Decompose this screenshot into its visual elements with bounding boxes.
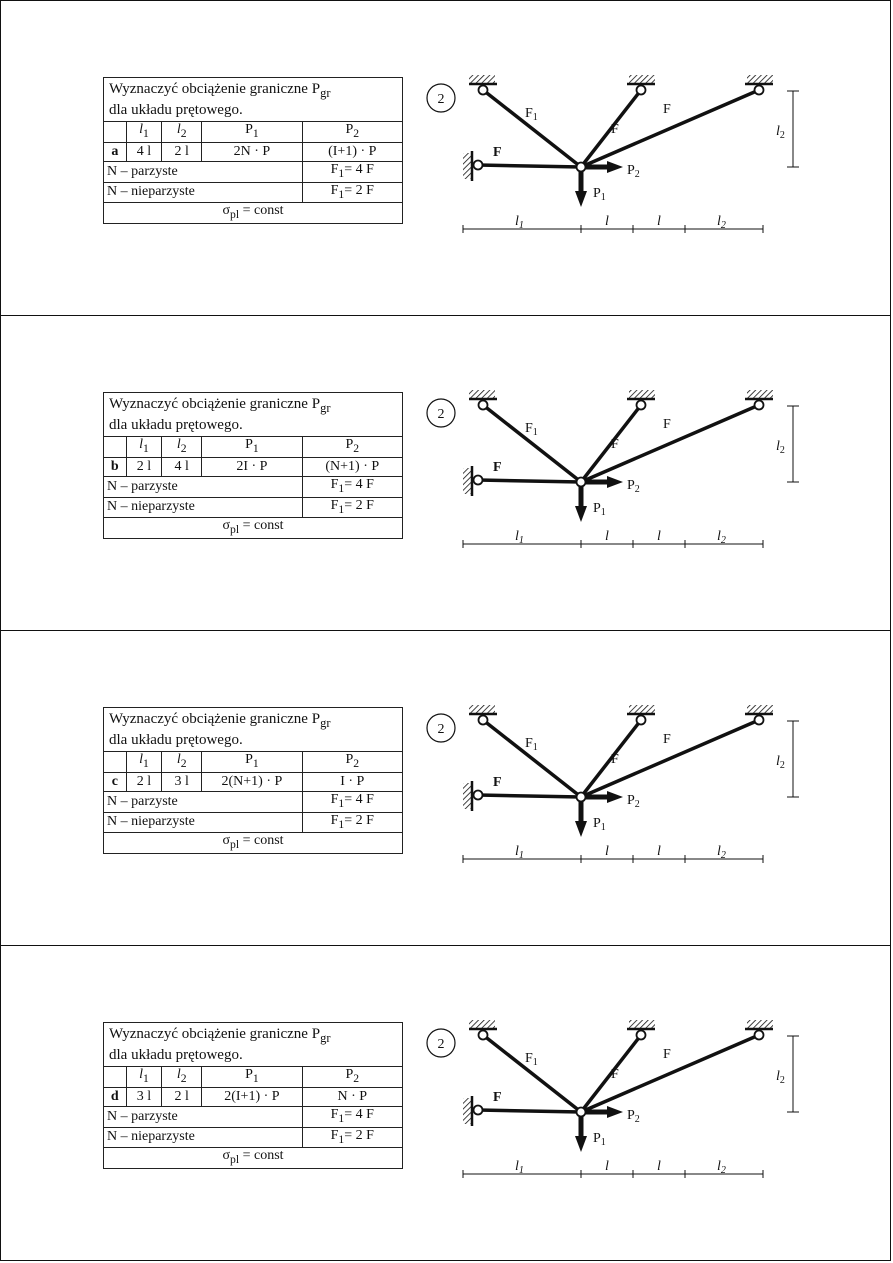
variant-p1: 2N · P [202, 142, 302, 161]
label-dim-l1: $l_1$ [515, 844, 524, 861]
variant-p1: 2(N+1) · P [202, 772, 302, 791]
truss-diagram [437, 73, 803, 243]
support-left-wall [463, 466, 472, 496]
problem-table [103, 1022, 403, 1169]
n-even-f1: $F_1= 4$ F [302, 161, 402, 182]
problem-title-sub: gr [320, 1031, 331, 1045]
label-dim-l2-vertical: $l_2$ [776, 1069, 785, 1086]
sigma-cell: $\sigma_{pl}$ = const [104, 203, 403, 224]
truss-diagram [437, 1018, 803, 1188]
joint-top-right [755, 716, 764, 725]
bar-f-horizontal [478, 480, 581, 482]
joint-left [474, 161, 483, 170]
support-left-wall [463, 781, 472, 811]
figure-number-badge [427, 84, 455, 112]
sigma-row [104, 833, 403, 854]
joint-top-right [755, 86, 764, 95]
support-left-wall [463, 1096, 472, 1126]
label-dim-l2: $l_2$ [717, 844, 726, 861]
joint-top-middle [637, 716, 646, 725]
joint-left [474, 476, 483, 485]
label-bar-f1: $F_1$ [525, 421, 538, 438]
label-dim-l-second: l [657, 214, 661, 229]
variant-l2: 2 l [162, 142, 202, 161]
variant-p2: (I+1) · P [302, 142, 402, 161]
sigma-row [104, 518, 403, 539]
label-load-p1: $P_1$ [593, 501, 606, 518]
load-p1-arrow [575, 486, 587, 522]
label-dim-l-first: l [605, 1159, 609, 1174]
label-dim-l2: $l_2$ [717, 1159, 726, 1176]
label-load-p1: $P_1$ [593, 186, 606, 203]
label-dim-l1: $l_1$ [515, 529, 524, 546]
label-bar-f1: $F_1$ [525, 106, 538, 123]
n-odd-f1: $F_1= 2$ F [302, 1127, 402, 1148]
support-top-left [469, 705, 497, 714]
joint-center [577, 163, 586, 172]
bar-f-horizontal [478, 795, 581, 797]
n-even-row [104, 161, 403, 182]
n-odd-row [104, 812, 403, 833]
variant-p1: 2I · P [202, 457, 302, 476]
header-p1: $P_1$ [202, 122, 302, 143]
variant-row [104, 1087, 403, 1106]
header-p1: $P_1$ [202, 752, 302, 773]
joint-top-left [479, 86, 488, 95]
n-odd-label: N – nieparzyste [104, 1127, 303, 1148]
n-odd-label: N – nieparzyste [104, 812, 303, 833]
variant-letter: b [104, 457, 127, 476]
variant-row [104, 457, 403, 476]
problem-title-sub: gr [320, 86, 331, 100]
joint-top-middle [637, 1031, 646, 1040]
problem-title-sub: gr [320, 401, 331, 415]
variant-letter: d [104, 1087, 127, 1106]
sigma-cell: $\sigma_{pl}$ = const [104, 1148, 403, 1169]
truss-diagram [437, 388, 803, 558]
variant-row [104, 772, 403, 791]
variant-l1: 4 l [126, 142, 162, 161]
joint-left [474, 1106, 483, 1115]
bar-f-horizontal [478, 1110, 581, 1112]
label-dim-l2-vertical: $l_2$ [776, 124, 785, 141]
support-top-middle [627, 390, 655, 399]
dimension-line-horizontal [463, 529, 763, 548]
dimension-line-horizontal [463, 1159, 763, 1178]
label-dim-l-first: l [605, 529, 609, 544]
label-bar-f-horizontal: F [493, 145, 502, 160]
variant-l2: 4 l [162, 457, 202, 476]
n-even-f1: $F_1= 4$ F [302, 1106, 402, 1127]
header-p2: $P_2$ [302, 752, 402, 773]
variant-letter: c [104, 772, 127, 791]
dimension-l2-vertical [776, 1036, 799, 1112]
n-odd-f1: $F_1= 2$ F [302, 812, 402, 833]
label-dim-l2: $l_2$ [717, 214, 726, 231]
header-p2: $P_2$ [302, 122, 402, 143]
problem-table [103, 77, 403, 224]
support-top-middle [627, 1020, 655, 1029]
sigma-cell: $\sigma_{pl}$ = const [104, 518, 403, 539]
header-p1: $P_1$ [202, 437, 302, 458]
dimension-l2-vertical [776, 721, 799, 797]
label-dim-l-first: l [605, 214, 609, 229]
variant-p2: I · P [302, 772, 402, 791]
label-dim-l2-vertical: $l_2$ [776, 754, 785, 771]
header-l1: $l_1$ [126, 752, 162, 773]
problem-table [103, 392, 403, 539]
n-odd-label: N – nieparzyste [104, 497, 303, 518]
figure-number: 2 [437, 92, 445, 107]
label-load-p1: $P_1$ [593, 816, 606, 833]
variant-letter: a [104, 142, 127, 161]
support-top-middle [627, 705, 655, 714]
variant-p1: 2(I+1) · P [202, 1087, 302, 1106]
header-l1: $l_1$ [126, 437, 162, 458]
header-row [104, 437, 403, 458]
n-even-label: N – parzyste [104, 791, 303, 812]
n-even-f1: $F_1= 4$ F [302, 476, 402, 497]
n-even-row [104, 476, 403, 497]
n-odd-row [104, 497, 403, 518]
support-top-middle [627, 75, 655, 84]
load-p1-arrow [575, 171, 587, 207]
label-bar-f-horizontal: F [493, 775, 502, 790]
problem-title-line2: dla układu prętowego. [109, 732, 243, 748]
header-empty-cell [104, 752, 127, 773]
problem-title-line2: dla układu prętowego. [109, 417, 243, 433]
joint-center [577, 793, 586, 802]
problem-title-line2: dla układu prętowego. [109, 102, 243, 118]
header-l2: $l_2$ [162, 1067, 202, 1088]
header-row [104, 752, 403, 773]
problem-title-line1: Wyznaczyć obciążenie graniczne P [109, 81, 321, 97]
figure-number-badge [427, 1029, 455, 1057]
n-even-label: N – parzyste [104, 161, 303, 182]
problem-title-cell [104, 393, 403, 437]
variant-row [104, 142, 403, 161]
joint-top-middle [637, 86, 646, 95]
label-dim-l1: $l_1$ [515, 1159, 524, 1176]
label-bar-f-right: F [663, 1047, 671, 1062]
problem-title-line1: Wyznaczyć obciążenie graniczne P [109, 1026, 321, 1042]
header-empty-cell [104, 437, 127, 458]
figure-number-badge [427, 714, 455, 742]
header-l2: $l_2$ [162, 752, 202, 773]
label-bar-f1: $F_1$ [525, 736, 538, 753]
n-odd-f1: $F_1= 2$ F [302, 182, 402, 203]
joint-center [577, 1108, 586, 1117]
label-bar-f-middle: F [611, 752, 619, 767]
label-load-p2: $P_2$ [627, 1108, 640, 1125]
problem-title-line1: Wyznaczyć obciążenie graniczne P [109, 711, 321, 727]
label-bar-f-middle: F [611, 122, 619, 137]
exercise-panel-d [0, 945, 891, 1261]
dimension-l2-vertical [776, 91, 799, 167]
label-dim-l-first: l [605, 844, 609, 859]
header-p1: $P_1$ [202, 1067, 302, 1088]
problem-title-cell [104, 78, 403, 122]
exercise-panel-a [0, 0, 891, 316]
label-load-p1: $P_1$ [593, 1131, 606, 1148]
variant-l1: 2 l [126, 457, 162, 476]
problem-title-cell [104, 1023, 403, 1067]
joint-top-left [479, 401, 488, 410]
variant-l1: 3 l [126, 1087, 162, 1106]
support-top-left [469, 1020, 497, 1029]
joint-left [474, 791, 483, 800]
exercise-panel-c [0, 630, 891, 946]
figure-number: 2 [437, 722, 445, 737]
bar-f-horizontal [478, 165, 581, 167]
label-load-p2: $P_2$ [627, 163, 640, 180]
load-p1-arrow [575, 801, 587, 837]
label-bar-f-middle: F [611, 1067, 619, 1082]
dimension-line-horizontal [463, 844, 763, 863]
support-top-left [469, 75, 497, 84]
n-even-row [104, 791, 403, 812]
problem-table [103, 707, 403, 854]
support-top-right [745, 75, 773, 84]
label-dim-l2-vertical: $l_2$ [776, 439, 785, 456]
joint-top-left [479, 716, 488, 725]
problem-title-sub: gr [320, 716, 331, 730]
figure-number-badge [427, 399, 455, 427]
variant-l1: 2 l [126, 772, 162, 791]
variant-p2: (N+1) · P [302, 457, 402, 476]
n-even-label: N – parzyste [104, 476, 303, 497]
joint-center [577, 478, 586, 487]
sigma-row [104, 1148, 403, 1169]
label-dim-l1: $l_1$ [515, 214, 524, 231]
label-bar-f-horizontal: F [493, 1090, 502, 1105]
n-even-f1: $F_1= 4$ F [302, 791, 402, 812]
n-odd-row [104, 1127, 403, 1148]
n-odd-label: N – nieparzyste [104, 182, 303, 203]
label-load-p2: $P_2$ [627, 793, 640, 810]
header-row [104, 1067, 403, 1088]
label-dim-l-second: l [657, 1159, 661, 1174]
figure-number: 2 [437, 407, 445, 422]
support-left-wall [463, 151, 472, 181]
support-top-right [745, 1020, 773, 1029]
label-bar-f-middle: F [611, 437, 619, 452]
support-top-right [745, 705, 773, 714]
label-dim-l-second: l [657, 844, 661, 859]
variant-l2: 3 l [162, 772, 202, 791]
problem-title-cell [104, 708, 403, 752]
label-bar-f-right: F [663, 102, 671, 117]
label-bar-f-right: F [663, 732, 671, 747]
load-p1-arrow [575, 1116, 587, 1152]
sigma-row [104, 203, 403, 224]
label-dim-l-second: l [657, 529, 661, 544]
support-top-right [745, 390, 773, 399]
label-bar-f1: $F_1$ [525, 1051, 538, 1068]
n-odd-row [104, 182, 403, 203]
joint-top-middle [637, 401, 646, 410]
n-even-label: N – parzyste [104, 1106, 303, 1127]
support-top-left [469, 390, 497, 399]
variant-l2: 2 l [162, 1087, 202, 1106]
dimension-l2-vertical [776, 406, 799, 482]
header-l1: $l_1$ [126, 122, 162, 143]
header-empty-cell [104, 122, 127, 143]
problem-title-line1: Wyznaczyć obciążenie graniczne P [109, 396, 321, 412]
variant-p2: N · P [302, 1087, 402, 1106]
label-dim-l2: $l_2$ [717, 529, 726, 546]
joint-top-right [755, 1031, 764, 1040]
sigma-cell: $\sigma_{pl}$ = const [104, 833, 403, 854]
truss-diagram [437, 703, 803, 873]
dimension-line-horizontal [463, 214, 763, 233]
header-l1: $l_1$ [126, 1067, 162, 1088]
problem-title-line2: dla układu prętowego. [109, 1047, 243, 1063]
n-even-row [104, 1106, 403, 1127]
header-p2: $P_2$ [302, 437, 402, 458]
label-bar-f-right: F [663, 417, 671, 432]
exercise-panel-b [0, 315, 891, 631]
label-bar-f-horizontal: F [493, 460, 502, 475]
n-odd-f1: $F_1= 2$ F [302, 497, 402, 518]
label-load-p2: $P_2$ [627, 478, 640, 495]
joint-top-left [479, 1031, 488, 1040]
header-l2: $l_2$ [162, 437, 202, 458]
header-row [104, 122, 403, 143]
header-p2: $P_2$ [302, 1067, 402, 1088]
joint-top-right [755, 401, 764, 410]
header-empty-cell [104, 1067, 127, 1088]
header-l2: $l_2$ [162, 122, 202, 143]
figure-number: 2 [437, 1037, 445, 1052]
